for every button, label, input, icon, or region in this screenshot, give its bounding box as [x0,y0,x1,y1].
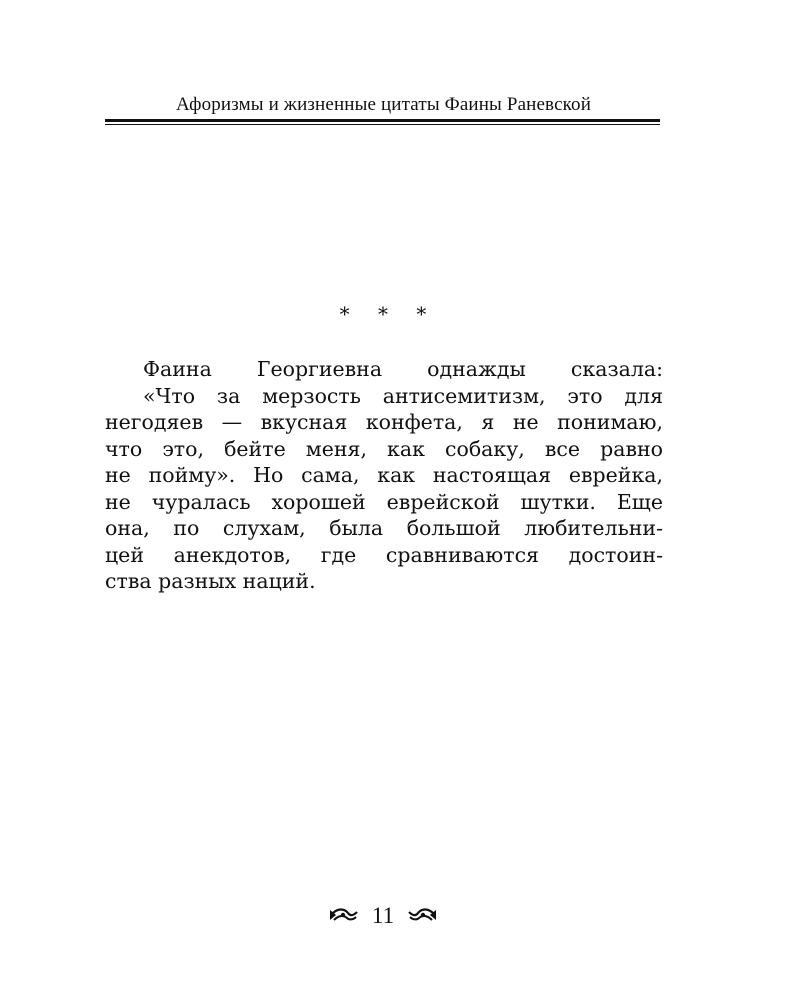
text-line: не пойму». Но сама, как настоящая еврейка, [105,463,663,487]
text-line: негодяев — вкусная конфета, я не понимаю, [105,410,663,434]
page-folio [0,903,766,929]
text-line: что это, бейте меня, как собаку, все равно [105,436,663,461]
header-rule-thin [105,124,660,125]
header-rule-thick [105,119,660,122]
page-number: 11 [371,903,395,928]
text-line: ства разных наций. [105,569,316,593]
text-line: цей анекдотов, где сравниваются достоин- [105,542,663,567]
text-line: «Что за мерзость антисемитизм, это для [143,383,663,408]
fleuron-left-icon [329,904,359,929]
running-head: Афоризмы и жизненные цитаты Фаины Раневской [175,94,592,115]
section-separator: * * * [339,302,427,326]
text-line: Фаина Георгиевна однажды сказала: [143,357,663,381]
fleuron-right-icon [407,904,437,929]
text-line: она, по слухам, была большой любительни- [105,516,663,540]
body-text [105,356,663,595]
text-line: не чуралась хорошей еврейской шутки. Еще [105,489,663,514]
